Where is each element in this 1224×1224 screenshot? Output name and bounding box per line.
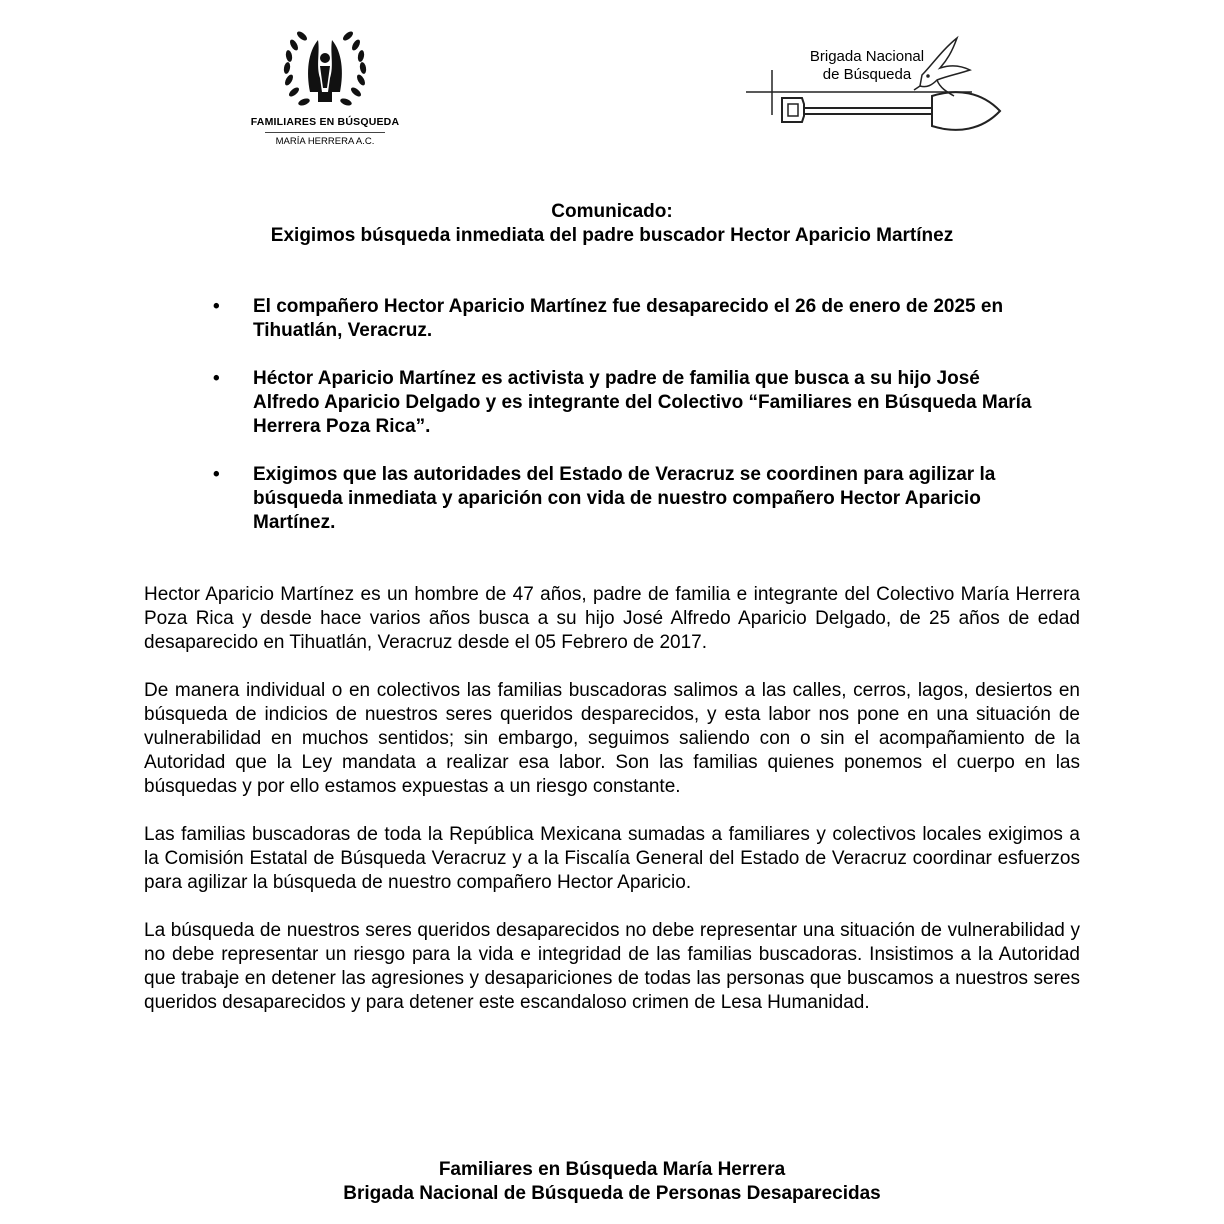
signature-line1: Familiares en Búsqueda María Herrera <box>438 1159 786 1180</box>
heading-title: Exigimos búsqueda inmediata del padre buscador Hector Aparicio Martínez <box>270 225 954 246</box>
logo-org-sub: MARÍA HERRERA A.C. <box>275 136 375 147</box>
logo-org-name: FAMILIARES EN BÚSQUEDA <box>250 116 400 128</box>
logo-divider <box>265 132 385 133</box>
signature-line2: Brigada Nacional de Búsqueda de Personas Desaparecidas <box>343 1183 881 1204</box>
communique-body <box>144 583 1080 1039</box>
bullet-icon: • <box>213 296 220 317</box>
key-point <box>210 367 1050 439</box>
logo-familiares-en-busqueda <box>250 22 400 162</box>
body-paragraph: Las familias buscadoras de toda la República Mexicana sumadas a familiares y colectivos locales exigimos a la Comisión Estatal de Búsqueda Veracruz y a la Fiscalía General del Estado de Veracruz coordinar esfuerzos para agilizar la búsqueda de nuestro compañero Hector Aparicio. <box>144 824 1080 893</box>
key-point-text: Exigimos que las autoridades del Estado de Veracruz se coordinen para agilizar la búsqueda inmediata y aparición con vida de nuestro compañero Hector Aparicio Martínez. <box>253 464 996 533</box>
bullet-icon: • <box>213 464 220 485</box>
key-points-list <box>210 295 1050 559</box>
heading-label: Comunicado: <box>551 201 673 222</box>
logo-brigada-name <box>782 48 952 84</box>
body-paragraph: La búsqueda de nuestros seres queridos desaparecidos no debe representar una situación de vulnerabilidad y no debe representar un riesgo para la vida e integridad de las familias buscadoras. Insistimos a la Autoridad que trabaje en detener las agresiones y desapariciones de todas las personas que buscamos a nuestros seres queridos desaparecidos y para detener este escandaloso crimen de Lesa Humanidad. <box>144 920 1080 1013</box>
key-point-text: El compañero Hector Aparicio Martínez fue desaparecido el 26 de enero de 2025 en Tihuatlán, Veracruz. <box>253 296 1004 341</box>
logo-brigada-line1: Brigada Nacional <box>809 48 925 65</box>
key-point-text: Héctor Aparicio Martínez es activista y padre de familia que busca a su hijo José Alfredo Aparicio Delgado y es integrante del Colectivo “Familiares en Búsqueda María Herrera Poza Rica”. <box>253 368 1032 437</box>
bullet-icon: • <box>213 368 220 389</box>
key-point <box>210 295 1050 343</box>
body-paragraph: Hector Aparicio Martínez es un hombre de 47 años, padre de familia e integrante del Colectivo María Herrera Poza Rica y desde hace varios años busca a su hijo José Alfredo Aparicio Delgado, de 25 años de edad desaparecido en Tihuatlán, Veracruz desde el 05 Febrero de 2017. <box>144 584 1080 653</box>
logo-brigada-line2: de Búsqueda <box>822 66 912 83</box>
body-paragraph: De manera individual o en colectivos las familias buscadoras salimos a las calles, cerros, lagos, desiertos en búsqueda de indicios de nuestros seres queridos desparecidos, y esta labor nos pone en una situación de vulnerabilidad en muchos sentidos; sin embargo, seguimos saliendo con o sin el acompañamiento de la Autoridad que la Ley mandata a realizar esa labor. Son las familias quienes ponemos el cuerpo en las búsquedas y por ello estamos expuestas a un riesgo constante. <box>144 680 1080 797</box>
communique-heading <box>0 200 1224 248</box>
laurel-wreath-hands-icon <box>280 22 370 114</box>
key-point <box>210 463 1050 535</box>
signature-block <box>0 1158 1224 1206</box>
logo-brigada-nacional <box>742 30 1012 145</box>
